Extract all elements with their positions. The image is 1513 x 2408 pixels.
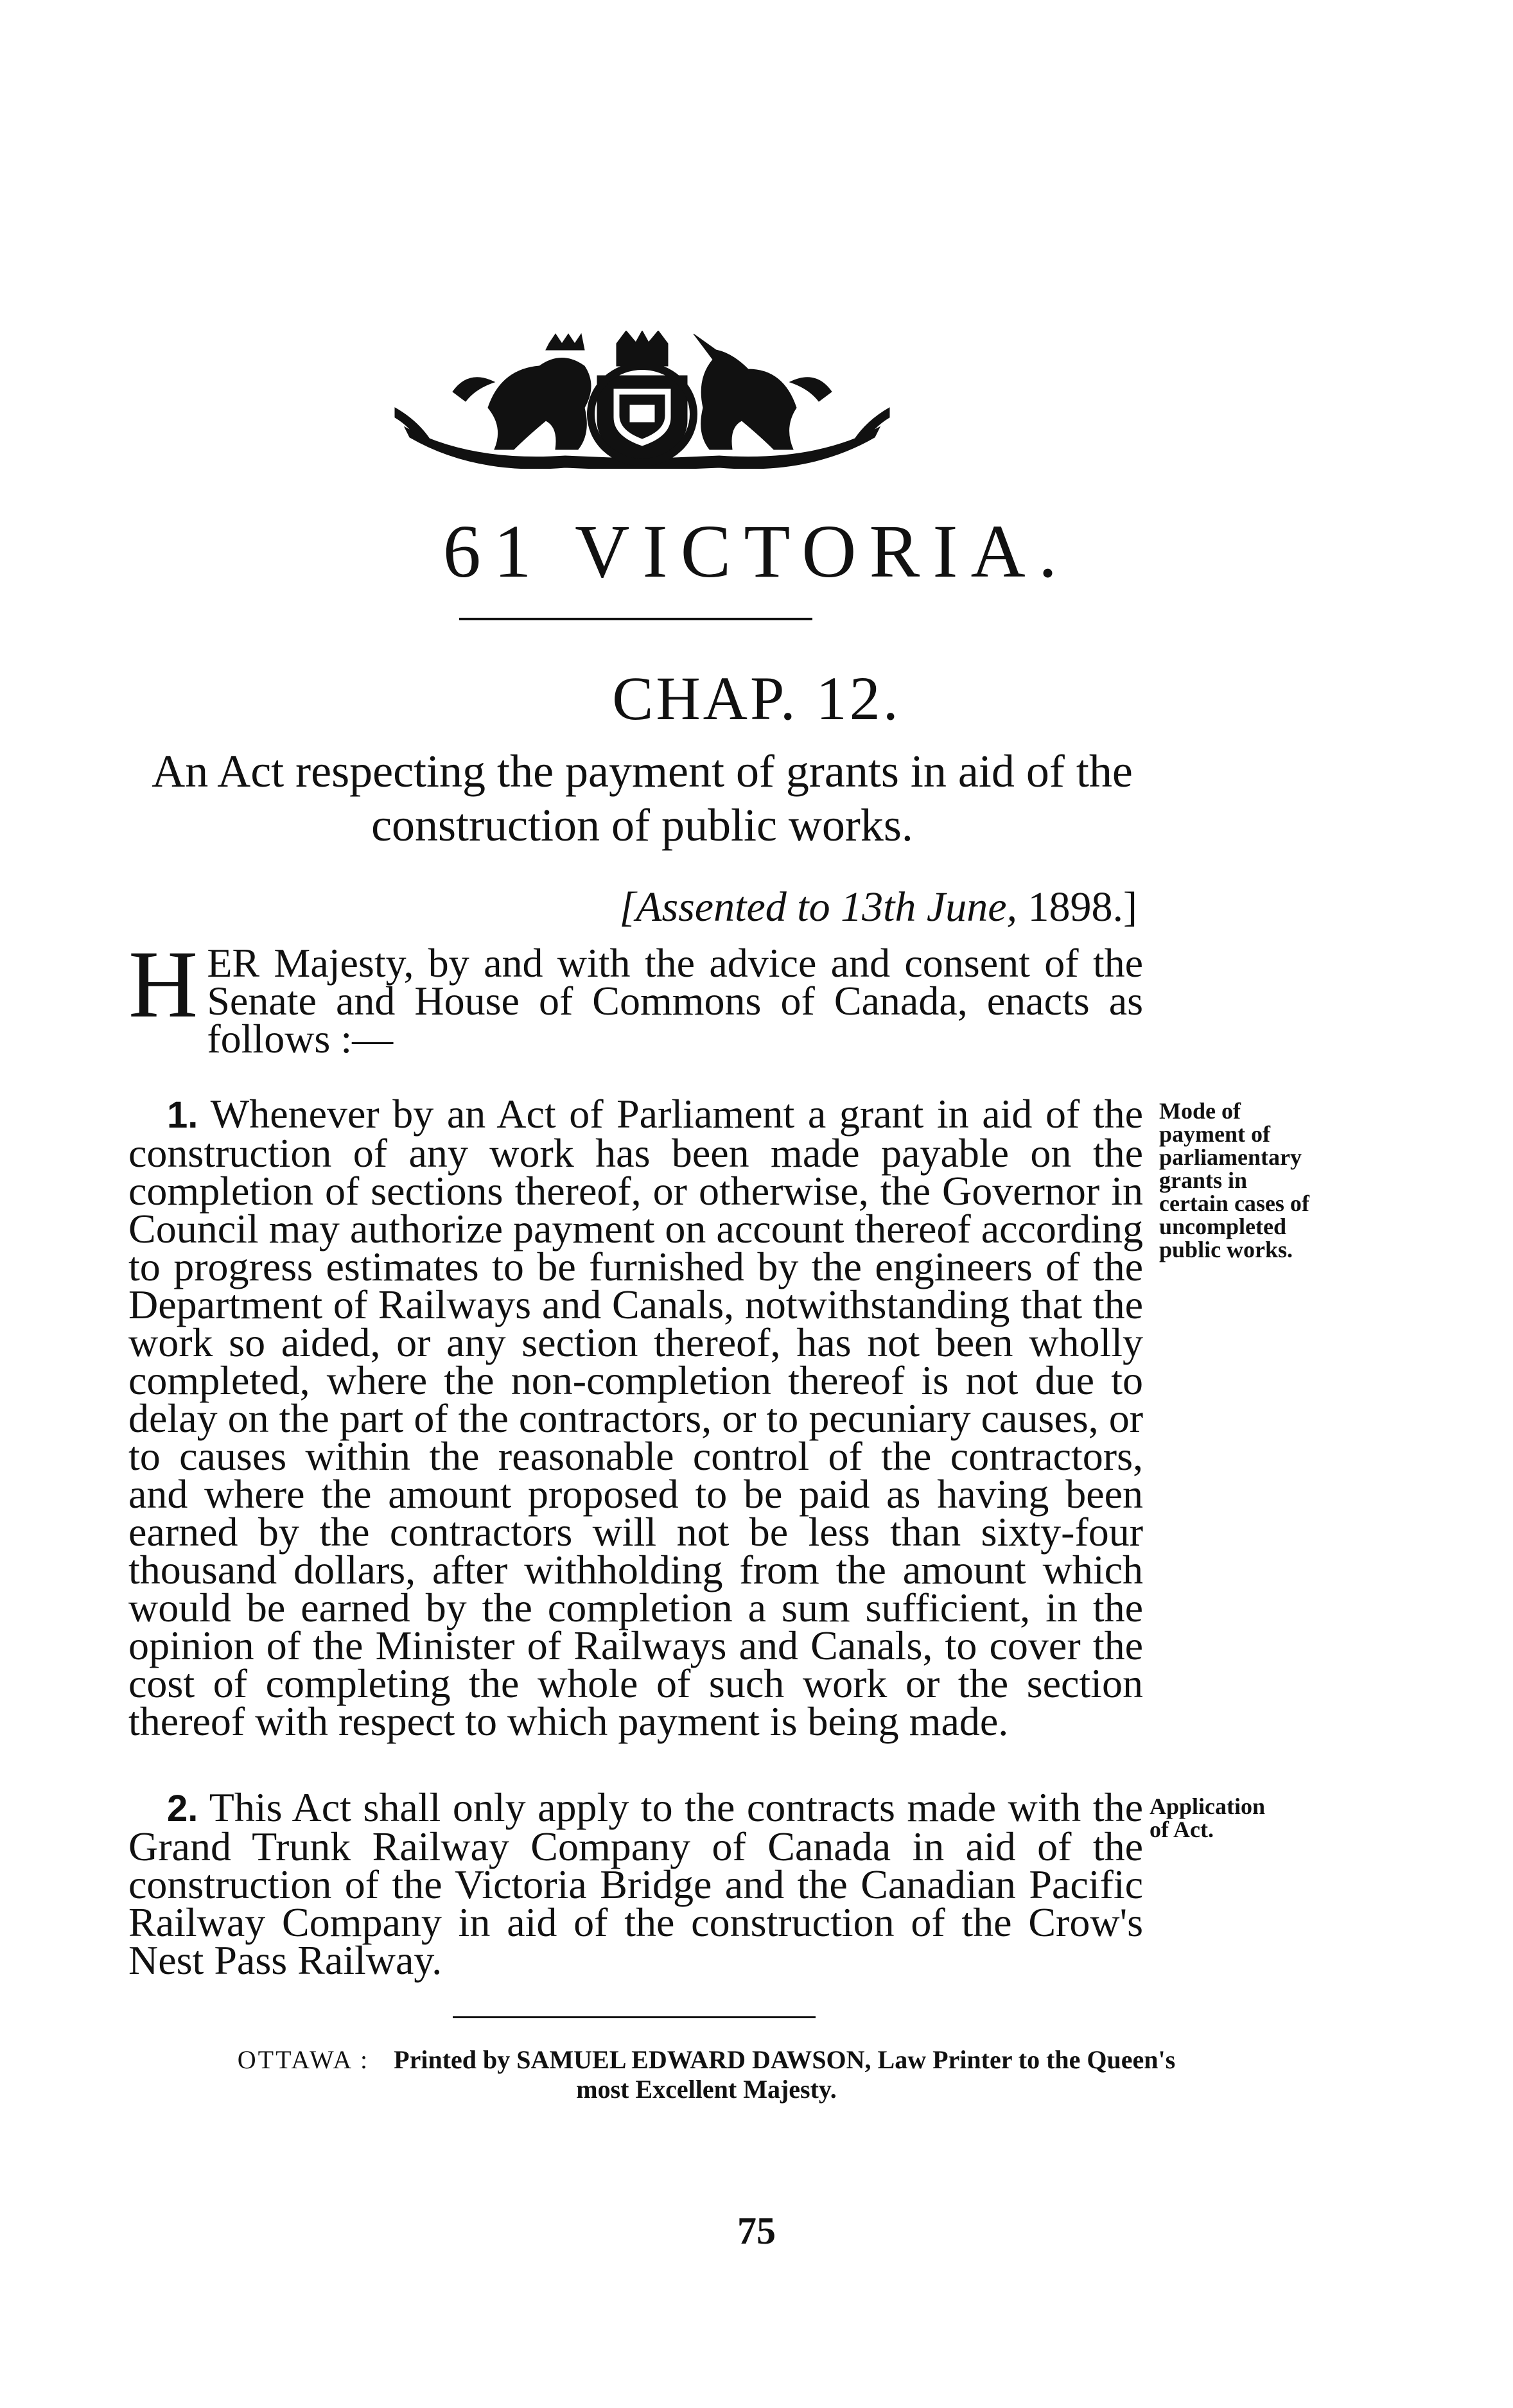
margin-note-line: certain cases of (1159, 1191, 1309, 1216)
divider-rule (459, 618, 812, 620)
imprint-place: OTTAWA : (237, 2045, 370, 2074)
section-2-margin-note (1150, 1795, 1342, 1841)
margin-note-line: payment of (1159, 1121, 1270, 1147)
section-2-number: 2. (167, 1788, 198, 1829)
assent-line (619, 886, 1137, 929)
imprint-line-1: Printed by SAMUEL EDWARD DAWSON, Law Printer to the Queen's (394, 2045, 1176, 2074)
section-2 (128, 1784, 1144, 1983)
preamble-dropcap: H (128, 931, 198, 1038)
regnal-year-heading: 61 VICTORIA. (442, 509, 1071, 593)
imprint-rule (453, 2016, 816, 2018)
act-title: An Act respecting the payment of grants in aid of the construction of public works. (152, 746, 1133, 851)
royal-coat-of-arms-icon (392, 331, 893, 469)
section-1-text: Whenever by an Act of Parliament a grant in aid of the construction of any work has been made payable on the completion of sections thereof, or otherwise, the Governor in Council may authorize payment on account thereof according to progress estimates to be furnished by the engineers of the Department of Railways and Canals, notwithstanding that the work so aided, or any section thereof, has not been wholly completed, where the non-completion thereof is not due to delay on the part of the contractors, or to pecuniary causes, or to causes within the reasonable control of the contractors, and where the amount proposed to be paid as having been earned by the contractors will not be less than sixty-four thousand dollars, after withholding from the amount which would be earned by the completion a sum sufficient, in the opinion of the Minister of Railways and Canals, to cover the cost of completing the whole of such work or the section thereof with respect to which payment is being made. (128, 1091, 1144, 1744)
section-2-text: This Act shall only apply to the contracts made with the Grand Trunk Railway Company of Canada in aid of the construction of the Victoria Bridge and the Canadian Pacific Railway Company in aid of the construction of the Crow's Nest Pass Railway. (128, 1784, 1144, 1983)
margin-note-line: Application (1150, 1793, 1266, 1819)
margin-note-line: public works. (1159, 1237, 1293, 1262)
margin-note-line: parliamentary (1159, 1144, 1302, 1170)
margin-note-line: uncompleted (1159, 1214, 1286, 1239)
margin-note-line: grants in (1159, 1167, 1248, 1193)
printer-imprint (148, 2045, 1265, 2104)
assent-date: 13th June, (841, 884, 1018, 930)
imprint-line-2: most Excellent Majesty. (576, 2075, 837, 2104)
section-1 (128, 1091, 1144, 1744)
chapter-heading: CHAP. 12. (612, 664, 901, 733)
preamble-text: ER Majesty, by and with the advice and consent of the Senate and House of Commons of Canada, enacts as follows :— (207, 940, 1143, 1061)
page-number: 75 (737, 2210, 776, 2252)
assent-year: 1898.] (1028, 884, 1137, 930)
assent-prefix: [Assented to (619, 884, 830, 930)
preamble (128, 931, 1143, 1061)
section-1-number: 1. (167, 1094, 198, 1136)
margin-note-line: Mode of (1159, 1098, 1241, 1124)
section-1-margin-note (1159, 1099, 1352, 1261)
margin-note-line: of Act. (1150, 1817, 1214, 1842)
